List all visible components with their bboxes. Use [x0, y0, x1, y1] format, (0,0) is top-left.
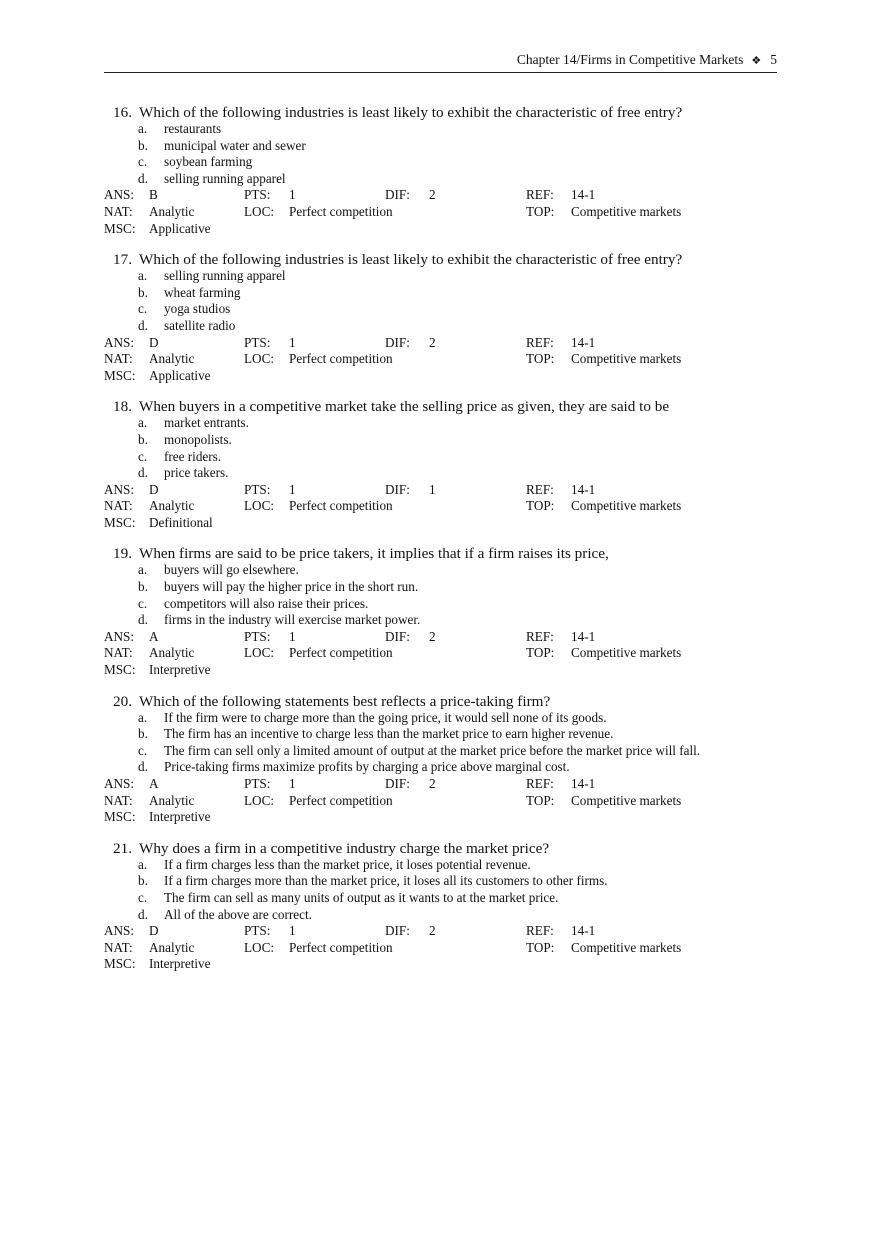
ans-value: A — [149, 628, 159, 644]
meta-row-ans — [104, 187, 784, 204]
ans-label: ANS: — [104, 628, 135, 644]
option-letter: d. — [138, 170, 148, 186]
answer-option — [138, 562, 784, 579]
option-letter: b. — [138, 726, 148, 742]
answer-metadata — [104, 335, 784, 385]
question-number: 20. — [113, 692, 132, 710]
chapter-title: Chapter 14/Firms in Competitive Markets — [516, 52, 744, 67]
answer-option — [138, 415, 784, 432]
answer-option — [138, 301, 784, 318]
option-text: wheat farming — [164, 284, 241, 300]
option-text: yoga studios — [164, 301, 231, 317]
meta-row-nat — [104, 940, 784, 957]
nat-label: NAT: — [104, 203, 133, 219]
option-letter: d. — [138, 465, 148, 481]
option-letter: b. — [138, 579, 148, 595]
option-text: soybean farming — [164, 154, 253, 170]
meta-row-msc — [104, 221, 784, 238]
top-label: TOP: — [526, 351, 555, 367]
dif-label: DIF: — [385, 187, 410, 203]
option-list — [104, 562, 784, 628]
ref-value: 14-1 — [571, 923, 596, 939]
answer-option — [138, 465, 784, 482]
dif-value: 2 — [429, 923, 436, 939]
answer-option — [138, 432, 784, 449]
ans-label: ANS: — [104, 334, 135, 350]
top-label: TOP: — [526, 645, 555, 661]
answer-option — [138, 579, 784, 596]
ref-label: REF: — [526, 481, 554, 497]
ans-label: ANS: — [104, 481, 135, 497]
option-letter: a. — [138, 709, 148, 725]
answer-option — [138, 171, 784, 188]
option-text: satellite radio — [164, 317, 236, 333]
option-letter: d. — [138, 906, 148, 922]
option-text: All of the above are correct. — [164, 906, 312, 922]
ref-label: REF: — [526, 776, 554, 791]
option-text: The firm has an incentive to charge less than the market price to earn higher revenue. — [164, 726, 614, 742]
option-letter: a. — [138, 415, 148, 431]
answer-option — [138, 596, 784, 613]
question-stem — [104, 398, 784, 415]
option-letter: d. — [138, 317, 148, 333]
option-text: The firm can sell only a limited amount of output at the market price before the market price will fall. — [164, 742, 701, 758]
option-text: price takers. — [164, 465, 229, 481]
top-value: Competitive markets — [571, 203, 682, 219]
loc-value: Perfect competition — [289, 645, 393, 661]
loc-label: LOC: — [244, 939, 275, 955]
ref-value: 14-1 — [571, 187, 596, 203]
meta-row-msc — [104, 662, 784, 679]
nat-value: Analytic — [149, 792, 195, 808]
meta-row-ans — [104, 335, 784, 352]
dif-label: DIF: — [385, 628, 410, 644]
loc-label: LOC: — [244, 792, 275, 808]
question-list — [104, 104, 784, 987]
option-letter: b. — [138, 284, 148, 300]
answer-metadata — [104, 923, 784, 973]
question — [104, 840, 784, 973]
top-value: Competitive markets — [571, 498, 682, 514]
nat-label: NAT: — [104, 939, 133, 955]
diamond-icon: ❖ — [751, 54, 762, 67]
answer-option — [138, 710, 784, 727]
loc-value: Perfect competition — [289, 351, 393, 367]
question — [104, 104, 784, 237]
msc-value: Interpretive — [149, 956, 211, 972]
option-text: competitors will also raise their prices. — [164, 595, 369, 611]
ans-value: D — [149, 334, 159, 350]
nat-label: NAT: — [104, 792, 133, 808]
answer-option — [138, 907, 784, 924]
option-text: If a firm charges less than the market price, it loses potential revenue. — [164, 856, 531, 872]
nat-value: Analytic — [149, 939, 195, 955]
ans-label: ANS: — [104, 923, 135, 939]
meta-row-ans — [104, 482, 784, 499]
question-stem — [104, 545, 784, 562]
msc-value: Applicative — [149, 220, 211, 236]
dif-value: 2 — [429, 334, 436, 350]
ans-value: D — [149, 481, 159, 497]
ans-value: A — [149, 776, 159, 791]
question — [104, 545, 784, 678]
question-text: Which of the following statements best reflects a price-taking firm? — [139, 692, 551, 710]
top-label: TOP: — [526, 939, 555, 955]
question — [104, 398, 784, 531]
meta-row-msc — [104, 368, 784, 385]
answer-option — [138, 759, 784, 776]
ref-value: 14-1 — [571, 481, 596, 497]
meta-row-ans — [104, 923, 784, 940]
top-value: Competitive markets — [571, 939, 682, 955]
option-list — [104, 857, 784, 923]
ref-label: REF: — [526, 923, 554, 939]
dif-label: DIF: — [385, 334, 410, 350]
option-letter: a. — [138, 562, 148, 578]
question-stem — [104, 251, 784, 268]
option-letter: c. — [138, 301, 148, 317]
option-letter: c. — [138, 889, 148, 905]
msc-label: MSC: — [104, 514, 136, 530]
option-text: If a firm charges more than the market price, it loses all its customers to other firms. — [164, 873, 608, 889]
option-list — [104, 415, 784, 481]
option-text: market entrants. — [164, 415, 249, 431]
pts-label: PTS: — [244, 923, 271, 939]
answer-option — [138, 743, 784, 760]
option-letter: c. — [138, 154, 148, 170]
top-value: Competitive markets — [571, 792, 682, 808]
option-text: firms in the industry will exercise market power. — [164, 612, 421, 628]
msc-label: MSC: — [104, 220, 136, 236]
nat-value: Analytic — [149, 351, 195, 367]
option-letter: c. — [138, 448, 148, 464]
answer-option — [138, 154, 784, 171]
ans-label: ANS: — [104, 776, 135, 791]
answer-option — [138, 121, 784, 138]
ref-value: 14-1 — [571, 334, 596, 350]
option-letter: b. — [138, 137, 148, 153]
answer-option — [138, 890, 784, 907]
option-text: The firm can sell as many units of output as it wants to at the market price. — [164, 889, 559, 905]
pts-value: 1 — [289, 187, 296, 203]
option-letter: b. — [138, 431, 148, 447]
pts-value: 1 — [289, 481, 296, 497]
option-list — [104, 268, 784, 334]
nat-value: Analytic — [149, 203, 195, 219]
top-label: TOP: — [526, 792, 555, 808]
top-value: Competitive markets — [571, 351, 682, 367]
loc-value: Perfect competition — [289, 939, 393, 955]
option-text: monopolists. — [164, 431, 232, 447]
answer-metadata — [104, 776, 784, 826]
nat-label: NAT: — [104, 351, 133, 367]
option-text: buyers will go elsewhere. — [164, 562, 299, 578]
question — [104, 251, 784, 384]
option-letter: c. — [138, 742, 148, 758]
option-list — [104, 121, 784, 187]
meta-row-msc — [104, 956, 784, 973]
question-number: 19. — [113, 545, 132, 563]
question-text: When buyers in a competitive market take the selling price as given, they are said to be — [139, 398, 670, 416]
ref-label: REF: — [526, 187, 554, 203]
meta-row-nat — [104, 793, 784, 810]
meta-row-nat — [104, 204, 784, 221]
question-stem — [104, 693, 784, 710]
option-text: municipal water and sewer — [164, 137, 306, 153]
option-text: Price-taking firms maximize profits by charging a price above marginal cost. — [164, 759, 570, 775]
ans-value: D — [149, 923, 159, 939]
loc-label: LOC: — [244, 498, 275, 514]
page-header — [104, 52, 777, 73]
msc-value: Interpretive — [149, 809, 211, 825]
option-list — [104, 710, 784, 776]
question-stem — [104, 104, 784, 121]
answer-metadata — [104, 187, 784, 237]
meta-row-nat — [104, 645, 784, 662]
loc-label: LOC: — [244, 645, 275, 661]
answer-option — [138, 285, 784, 302]
question-text: Which of the following industries is least likely to exhibit the characteristic of free entry? — [139, 251, 683, 269]
option-letter: a. — [138, 856, 148, 872]
msc-label: MSC: — [104, 809, 136, 825]
option-text: restaurants — [164, 121, 222, 136]
page-number: 5 — [770, 52, 777, 67]
answer-metadata — [104, 482, 784, 532]
pts-label: PTS: — [244, 628, 271, 644]
answer-option — [138, 612, 784, 629]
question-text: When firms are said to be price takers, it implies that if a firm raises its price, — [139, 545, 609, 563]
msc-label: MSC: — [104, 367, 136, 383]
nat-label: NAT: — [104, 645, 133, 661]
option-letter: d. — [138, 612, 148, 628]
loc-value: Perfect competition — [289, 498, 393, 514]
pts-value: 1 — [289, 334, 296, 350]
msc-value: Definitional — [149, 514, 213, 530]
top-label: TOP: — [526, 498, 555, 514]
answer-option — [138, 857, 784, 874]
question-text: Why does a firm in a competitive industry charge the market price? — [139, 839, 550, 857]
question-number: 18. — [113, 398, 132, 416]
top-label: TOP: — [526, 203, 555, 219]
question-stem — [104, 840, 784, 857]
meta-row-msc — [104, 515, 784, 532]
question — [104, 693, 784, 826]
nat-label: NAT: — [104, 498, 133, 514]
answer-option — [138, 318, 784, 335]
option-letter: a. — [138, 121, 148, 136]
question-number: 16. — [113, 104, 132, 121]
pts-value: 1 — [289, 628, 296, 644]
answer-option — [138, 726, 784, 743]
pts-label: PTS: — [244, 481, 271, 497]
meta-row-nat — [104, 498, 784, 515]
question-text: Which of the following industries is least likely to exhibit the characteristic of free entry? — [139, 104, 683, 121]
option-text: selling running apparel — [164, 268, 286, 284]
top-value: Competitive markets — [571, 645, 682, 661]
answer-option — [138, 873, 784, 890]
dif-label: DIF: — [385, 923, 410, 939]
question-number: 21. — [113, 839, 132, 857]
ref-value: 14-1 — [571, 776, 596, 791]
meta-row-nat — [104, 351, 784, 368]
pts-value: 1 — [289, 923, 296, 939]
dif-value: 2 — [429, 187, 436, 203]
dif-value: 1 — [429, 481, 436, 497]
pts-label: PTS: — [244, 334, 271, 350]
meta-row-ans — [104, 629, 784, 646]
ans-label: ANS: — [104, 187, 135, 203]
option-text: selling running apparel — [164, 170, 286, 186]
ref-label: REF: — [526, 628, 554, 644]
ans-value: B — [149, 187, 158, 203]
dif-value: 2 — [429, 776, 436, 791]
loc-label: LOC: — [244, 351, 275, 367]
pts-label: PTS: — [244, 776, 271, 791]
loc-value: Perfect competition — [289, 203, 393, 219]
nat-value: Analytic — [149, 498, 195, 514]
loc-label: LOC: — [244, 203, 275, 219]
question-number: 17. — [113, 251, 132, 269]
dif-label: DIF: — [385, 481, 410, 497]
option-letter: d. — [138, 759, 148, 775]
answer-option — [138, 449, 784, 466]
option-letter: c. — [138, 595, 148, 611]
answer-option — [138, 268, 784, 285]
option-letter: a. — [138, 268, 148, 284]
msc-value: Applicative — [149, 367, 211, 383]
ref-label: REF: — [526, 334, 554, 350]
answer-option — [138, 138, 784, 155]
pts-value: 1 — [289, 776, 296, 791]
meta-row-msc — [104, 809, 784, 826]
ref-value: 14-1 — [571, 628, 596, 644]
dif-value: 2 — [429, 628, 436, 644]
pts-label: PTS: — [244, 187, 271, 203]
msc-label: MSC: — [104, 662, 136, 678]
option-text: buyers will pay the higher price in the short run. — [164, 579, 419, 595]
msc-value: Interpretive — [149, 662, 211, 678]
msc-label: MSC: — [104, 956, 136, 972]
loc-value: Perfect competition — [289, 792, 393, 808]
dif-label: DIF: — [385, 776, 410, 791]
nat-value: Analytic — [149, 645, 195, 661]
option-text: free riders. — [164, 448, 222, 464]
option-letter: b. — [138, 873, 148, 889]
option-text: If the firm were to charge more than the going price, it would sell none of its goods. — [164, 709, 607, 725]
answer-metadata — [104, 629, 784, 679]
meta-row-ans — [104, 776, 784, 793]
